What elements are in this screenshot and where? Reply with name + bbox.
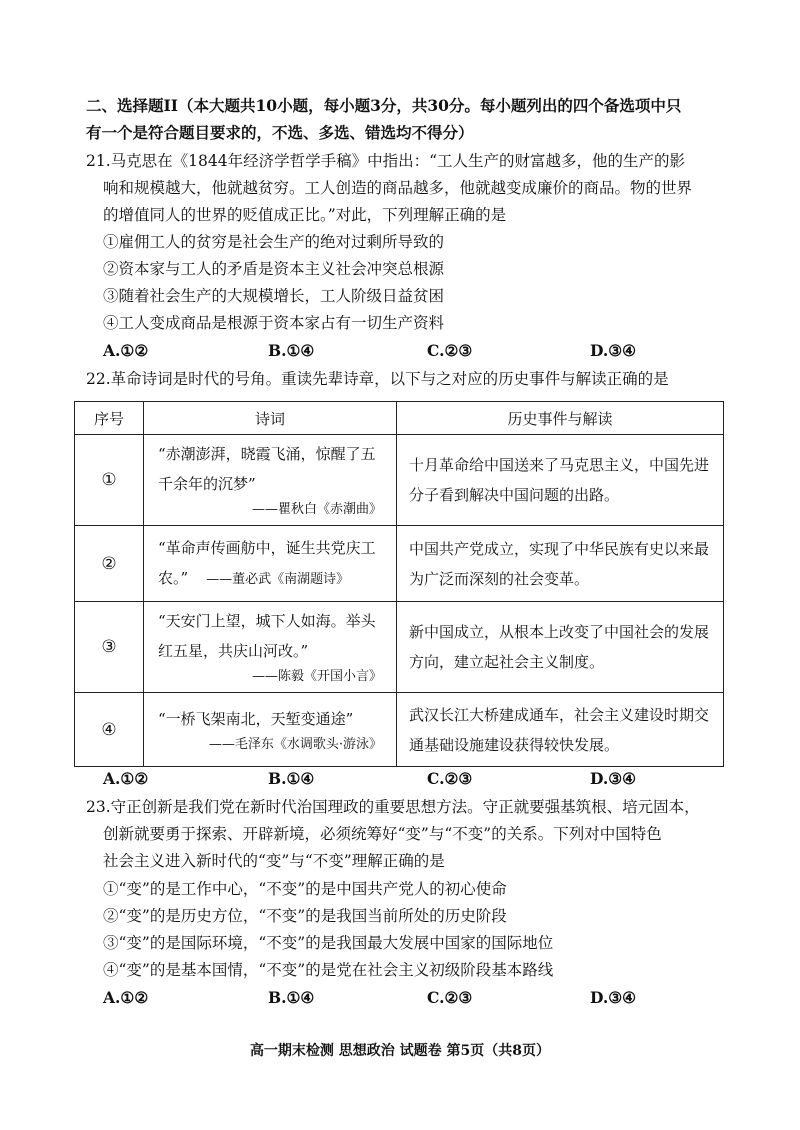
table-header-row bbox=[75, 402, 724, 435]
row-poem-author: ——瞿秋白《赤潮曲》 bbox=[251, 502, 382, 517]
row-poem-text: “赤潮澎湃，晓霞飞涌，惊醒了五千余年的沉梦” bbox=[158, 445, 376, 493]
q23-option-c[interactable]: C.②③ bbox=[427, 988, 473, 1007]
q21-stem-line-2: 响和规模越大，他就越贫穷。工人创造的商品越多，他就越变成廉价的商品。物的世界 bbox=[103, 179, 693, 197]
q22-option-c[interactable]: C.②③ bbox=[427, 769, 473, 788]
q21-option-c[interactable]: C.②③ bbox=[427, 341, 473, 360]
section-heading-line-1: 二、选择题II（本大题共10小题，每小题3分，共30分。每小题列出的四个备选项中只 bbox=[86, 96, 682, 115]
row-poem-text bbox=[158, 533, 388, 595]
row-poem-cell bbox=[144, 602, 397, 693]
q23-item-3: ③“变”的是国际环境，“不变”的是我国最大发展中国家的国际地位 bbox=[103, 934, 554, 952]
page-footer: 高一期末检测 思想政治 试题卷 第5页（共8页） bbox=[249, 1043, 551, 1059]
header-event: 历史事件与解读 bbox=[397, 402, 724, 435]
q21-option-b[interactable]: B.①④ bbox=[268, 341, 315, 360]
row-event: 十月革命给中国送来了马克思主义，中国先进分子看到解决中国问题的出路。 bbox=[397, 435, 724, 526]
section-heading-line-2: 有一个是符合题目要求的，不选、多选、错选均不得分） bbox=[86, 123, 474, 142]
q21-item-3: ③随着社会生产的大规模增长，工人阶级日益贫困 bbox=[103, 287, 445, 305]
row-poem-cell bbox=[144, 693, 397, 767]
row-poem-author: ——陈毅《开国小言》 bbox=[251, 669, 382, 684]
q23-item-4: ④“变”的是基本国情，“不变”的是党在社会主义初级阶段基本路线 bbox=[103, 961, 554, 979]
row-poem-author: ——毛泽东《水调歌头·游泳》 bbox=[208, 736, 382, 752]
row-poem-author: ——董必武《南湖题诗》 bbox=[206, 571, 350, 587]
row-event: 新中国成立，从根本上改变了中国社会的发展方向，建立起社会主义制度。 bbox=[397, 602, 724, 693]
q21-item-4: ④工人变成商品是根源于资本家占有一切生产资料 bbox=[103, 314, 445, 332]
row-poem-text: “天安门上望，城下人如海。举头红五星，共庆山河改。” bbox=[158, 612, 376, 660]
row-number: ② bbox=[75, 526, 144, 602]
row-number: ④ bbox=[75, 693, 144, 767]
table-row bbox=[75, 526, 724, 602]
table-row bbox=[75, 435, 724, 526]
q22-option-d[interactable]: D.③④ bbox=[590, 769, 637, 788]
q21-option-d[interactable]: D.③④ bbox=[590, 341, 637, 360]
q22-stem: 22.革命诗词是时代的号角。重读先辈诗章，以下与之对应的历史事件与解读正确的是 bbox=[86, 370, 669, 388]
q22-options bbox=[103, 769, 703, 789]
q21-stem-line-1: 21.马克思在《1844年经济学哲学手稿》中指出：“工人生产的财富越多，他的生产的影 bbox=[86, 152, 686, 170]
q23-item-1: ①“变”的是工作中心，“不变”的是中国共产党人的初心使命 bbox=[103, 880, 507, 898]
q22-option-b[interactable]: B.①④ bbox=[268, 769, 315, 788]
q23-option-b[interactable]: B.①④ bbox=[268, 988, 315, 1007]
row-poem-quote: “革命声传画舫中，诞生共党庆工农。” bbox=[158, 538, 376, 587]
row-poem-cell bbox=[144, 435, 397, 526]
q23-options bbox=[103, 988, 703, 1008]
row-poem-text: “一桥飞架南北，天堑变通途” bbox=[158, 709, 354, 728]
row-poem-cell bbox=[144, 526, 397, 602]
q23-stem-line-2: 创新就要勇于探索、开辟新境，必须统筹好“变”与“不变”的关系。下列对中国特色 bbox=[103, 825, 662, 843]
row-event: 中国共产党成立，实现了中华民族有史以来最为广泛而深刻的社会变革。 bbox=[397, 526, 724, 602]
table-row bbox=[75, 693, 724, 767]
row-number: ① bbox=[75, 435, 144, 526]
q23-option-a[interactable]: A.①② bbox=[103, 988, 149, 1007]
q21-option-a[interactable]: A.①② bbox=[103, 341, 149, 360]
q22-option-a[interactable]: A.①② bbox=[103, 769, 149, 788]
q23-item-2: ②“变”的是历史方位，“不变”的是我国当前所处的历史阶段 bbox=[103, 907, 507, 925]
row-event: 武汉长江大桥建成通车，社会主义建设时期交通基础设施建设获得较快发展。 bbox=[397, 693, 724, 767]
table-row bbox=[75, 602, 724, 693]
q21-item-1: ①雇佣工人的贫穷是社会生产的绝对过剩所导致的 bbox=[103, 233, 445, 251]
header-number: 序号 bbox=[75, 402, 144, 435]
q23-stem-line-3: 社会主义进入新时代的“变”与“不变”理解正确的是 bbox=[103, 852, 445, 870]
row-number: ③ bbox=[75, 602, 144, 693]
header-poem: 诗词 bbox=[144, 402, 397, 435]
q23-option-d[interactable]: D.③④ bbox=[590, 988, 637, 1007]
q21-item-2: ②资本家与工人的矛盾是资本主义社会冲突总根源 bbox=[103, 260, 445, 278]
q21-stem-line-3: 的增值同人的世界的贬值成正比。”对此，下列理解正确的是 bbox=[103, 206, 507, 224]
q22-poem-table bbox=[74, 401, 724, 767]
q23-stem-line-1: 23.守正创新是我们党在新时代治国理政的重要思想方法。守正就要强基筑根、培元固本， bbox=[86, 798, 700, 816]
q21-options bbox=[103, 341, 703, 361]
